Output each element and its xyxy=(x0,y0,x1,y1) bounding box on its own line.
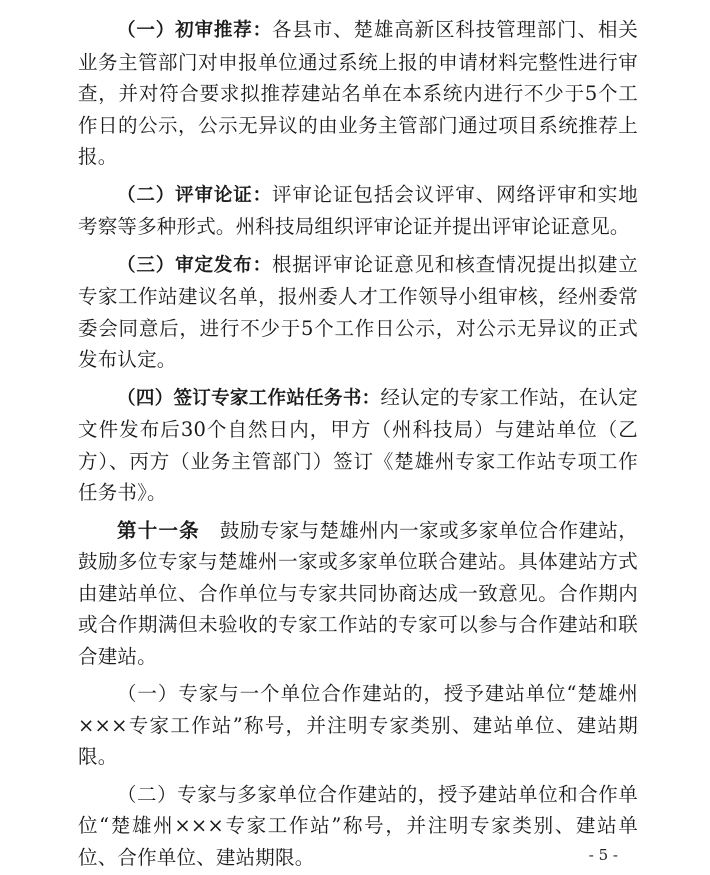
paragraph-multi-unit xyxy=(78,779,638,874)
paragraph-initial-review xyxy=(78,14,638,173)
article-eleven xyxy=(78,515,638,673)
paragraph-evaluation xyxy=(78,179,638,243)
paragraph-text: （一）专家与一个单位合作建站的，授予建站单位“楚雄州×××专家工作站”称号，并注明专家类别、建站单位、建站期限。 xyxy=(78,682,638,768)
paragraph-text: 评审论证包括会议评审、网络评审和实地考察等多种形式。州科技局组织评审论证并提出评审论证意见。 xyxy=(78,182,638,238)
paragraph-approval xyxy=(78,249,638,376)
page-number: - 5 - xyxy=(588,846,618,864)
paragraph-text: 鼓励专家与楚雄州内一家或多家单位合作建站，鼓励多位专家与楚雄州一家或多家单位联合建站。具体建站方式由建站单位、合作单位与专家共同协商达成一致意见。合作期内或合作期满但未验收的专家工作站的专家可以参与合作建站和联合建站。 xyxy=(78,518,638,668)
paragraph-text: 各县市、楚雄高新区科技管理部门、相关业务主管部门对申报单位通过系统上报的申请材料完整性进行审查，并对符合要求拟推荐建站名单在本系统内进行不少于5个工作日的公示，公示无异议的由业务主管部门通过项目系统推荐上报。 xyxy=(78,18,638,168)
article-heading: 第十一条 xyxy=(117,518,200,542)
paragraph-text: 根据评审论证意见和核查情况提出拟建立专家工作站建议名单，报州委人才工作领导小组审核，经州委常委会同意后，进行不少于5个工作日公示，对公示无异议的正式发布认定。 xyxy=(78,252,638,371)
paragraph-text: 经认定的专家工作站，在认定文件发布后30个自然日内，甲方（州科技局）与建站单位（乙方）、丙方（业务主管部门）签订《楚雄州专家工作站专项工作任务书》。 xyxy=(78,385,638,504)
paragraph-text: （二）专家与多家单位合作建站的，授予建站单位和合作单位“楚雄州×××专家工作站”称号，并注明专家类别、建站单位、合作单位、建站期限。 xyxy=(78,782,638,869)
paragraph-task-agreement xyxy=(78,382,638,509)
document-body xyxy=(78,14,638,873)
paragraph-lead: （三）审定发布： xyxy=(117,254,272,276)
paragraph-lead: （二）评审论证： xyxy=(117,184,272,206)
paragraph-lead: （四）签订专家工作站任务书： xyxy=(117,387,381,409)
paragraph-single-unit xyxy=(78,678,638,773)
paragraph-lead: （一）初审推荐： xyxy=(117,20,272,41)
